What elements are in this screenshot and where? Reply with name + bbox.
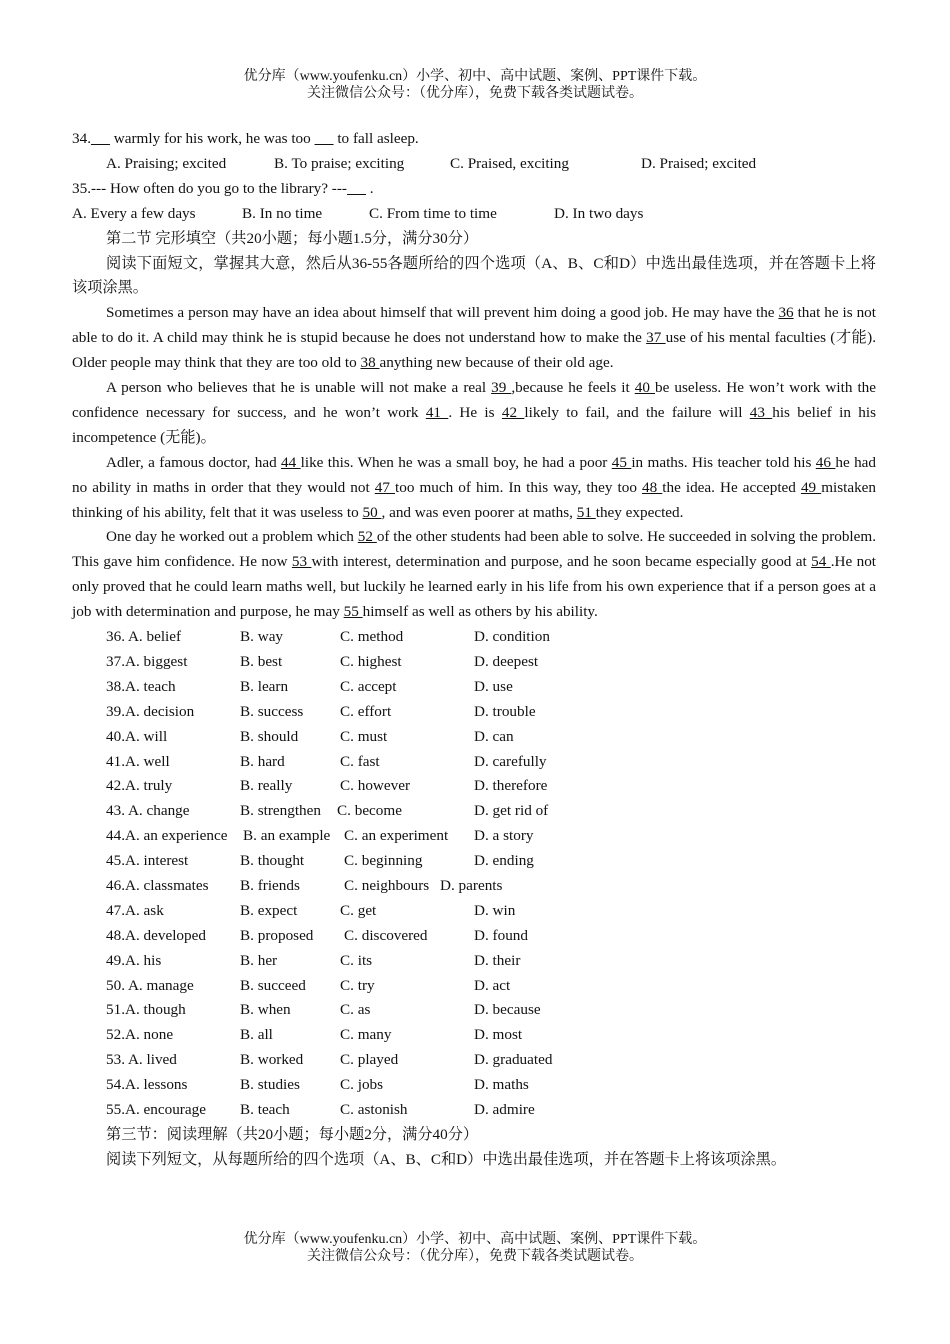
footer-line-2: 关注微信公众号：（优分库），免费下载各类试题试卷。 [307, 1249, 643, 1264]
option-row [72, 1023, 876, 1048]
section-2-instruction: 阅读下面短文，掌握其大意，然后从36-55各题所给的四个选项（A、B、C和D）中选出最佳选项，并在答题卡上将该项涂黑。 [72, 254, 876, 297]
option-row [72, 924, 876, 949]
option-c[interactable]: C. get [340, 901, 377, 919]
question-34-option-b[interactable]: B. To praise; exciting [274, 154, 405, 172]
question-35-option-a[interactable]: A. Every a few days [72, 204, 196, 222]
question-35-options [72, 202, 876, 227]
option-a[interactable]: 44.A. an experience [106, 827, 228, 845]
option-b[interactable]: B. really [240, 777, 293, 795]
option-b[interactable]: B. expect [240, 901, 298, 919]
option-d[interactable]: D. parents [440, 877, 503, 894]
question-35-option-b[interactable]: B. In no time [242, 204, 323, 222]
option-c[interactable]: C. played [340, 1051, 399, 1069]
question-34-option-d[interactable]: D. Praised; excited [641, 154, 757, 172]
option-a[interactable]: 46.A. classmates [106, 877, 209, 894]
option-b[interactable]: B. learn [240, 677, 289, 695]
option-row [72, 949, 876, 974]
option-a[interactable]: 38.A. teach [106, 677, 176, 695]
option-b[interactable]: B. proposed [240, 926, 314, 944]
footer-line-1: 优分库（www.youfenku.cn）小学、初中、高中试题、案例、PPT课件下载。 [243, 1232, 707, 1247]
option-a[interactable]: 41.A. well [106, 752, 170, 770]
option-a[interactable]: 42.A. truly [106, 777, 173, 795]
option-a[interactable]: 45.A. interest [106, 852, 189, 870]
option-d[interactable]: D. win [474, 901, 516, 919]
option-b[interactable]: B. success [240, 702, 304, 720]
question-34-option-a[interactable]: A. Praising; excited [106, 154, 227, 172]
option-d[interactable]: D. act [474, 976, 511, 994]
option-a[interactable]: 40.A. will [106, 727, 168, 745]
option-d[interactable]: D. trouble [474, 702, 536, 720]
section-3-instruction: 阅读下列短文，从每题所给的四个选项（A、B、C和D）中选出最佳选项，并在答题卡上将该项涂黑。 [106, 1150, 787, 1168]
option-c[interactable]: C. beginning [344, 852, 423, 870]
option-d[interactable]: D. condition [474, 628, 550, 646]
passage-paragraph-3: Adler, a famous doctor, had 44 like this. When he was a small boy, he had a poor 45 in maths. His teacher told his 46 he had no ability in maths in order that they would not 47 too much of him. In this way, they too 48 the idea. He accepted 49 mistaken thinking of his ability, felt that it was useless to 50 , and was even poorer at maths, 51 they expected. [72, 453, 877, 521]
page-header [0, 68, 950, 102]
option-a[interactable]: 47.A. ask [106, 901, 164, 919]
option-row [72, 899, 876, 924]
option-d[interactable]: D. use [474, 677, 513, 695]
passage-paragraph-1: Sometimes a person may have an idea about himself that will prevent him doing a good job. He may have the 36 that he is not able to do it. A child may think he is stupid because he does not understand how to make the 37 use of his mental faculties (才能). Older people may think that they are too old to 38 anything new because of their old age. [72, 304, 876, 372]
option-b[interactable]: B. way [240, 628, 284, 646]
section-3-title: 第三节：阅读理解（共20小题；每小题2分，满分40分） [106, 1125, 479, 1143]
passage-paragraph-2: A person who believes that he is unable will not make a real 39 ,because he feels it 40 be useless. He won’t work with the confidence necessary for success, and he won’t work 41 . He is 42 likely to fail, and the failure will 43 his belief in his incompetence (无能)。 [72, 379, 877, 446]
option-a[interactable]: 54.A. lessons [106, 1076, 188, 1094]
option-row [72, 974, 876, 999]
section-2-title: 第二节 完形填空（共20小题；每小题1.5分，满分30分） [106, 229, 479, 247]
option-c[interactable]: C. must [340, 727, 388, 745]
option-row [72, 625, 876, 650]
option-row [72, 774, 876, 799]
passage-paragraph-4: One day he worked out a problem which 52 of the other students had been able to solve. He succeeded in solving the problem. This gave him confidence. He now 53 with interest, determination and purpose, and he soon became especially good at 54 .He not only proved that he could learn maths well, but luckily he learned early in his life from his own experience that if a person goes at a job with determination and purpose, he may 55 himself as well as others by his ability. [72, 528, 877, 621]
option-c[interactable]: C. its [340, 951, 373, 969]
option-b[interactable]: B. succeed [240, 976, 306, 994]
option-c[interactable]: C. discovered [344, 926, 428, 944]
option-a[interactable]: 55.A. encourage [106, 1101, 206, 1119]
option-row [72, 799, 876, 824]
option-row [72, 725, 876, 750]
option-b[interactable]: B. thought [240, 852, 305, 870]
option-c[interactable]: C. many [340, 1026, 392, 1044]
option-c[interactable]: C. effort [340, 702, 392, 720]
option-row [72, 1073, 876, 1098]
option-c[interactable]: C. jobs [340, 1076, 384, 1094]
option-d[interactable]: D. deepest [474, 652, 539, 670]
option-a[interactable]: 36. A. belief [106, 628, 182, 646]
option-b[interactable]: B. worked [240, 1051, 304, 1069]
question-34-option-c[interactable]: C. Praised, exciting [450, 154, 569, 172]
option-d[interactable]: D. get rid of [474, 802, 549, 820]
option-d[interactable]: D. maths [474, 1076, 529, 1094]
option-c[interactable]: C. become [337, 802, 402, 820]
option-b[interactable]: B. all [240, 1026, 273, 1044]
option-d[interactable]: D. because [474, 1001, 541, 1019]
option-d[interactable]: D. carefully [474, 752, 547, 770]
question-35-option-d[interactable]: D. In two days [554, 204, 644, 222]
option-row [72, 675, 876, 700]
cloze-options-list [72, 625, 876, 1123]
option-d[interactable]: D. admire [474, 1101, 535, 1119]
option-d[interactable]: D. therefore [474, 777, 548, 795]
option-a[interactable]: 49.A. his [106, 951, 162, 969]
option-b[interactable]: B. studies [240, 1076, 300, 1094]
option-a[interactable]: 51.A. though [106, 1001, 186, 1019]
option-b[interactable]: B. should [240, 727, 299, 745]
option-b[interactable]: B. strengthen [240, 802, 321, 820]
question-35-stem: 35.--- How often do you go to the library? --- . [72, 179, 374, 197]
option-b[interactable]: B. her [240, 951, 278, 969]
option-b[interactable]: B. friends [240, 877, 300, 894]
option-d[interactable]: D. can [474, 727, 514, 745]
option-d[interactable]: D. most [474, 1026, 523, 1044]
question-34-stem: 34. warmly for his work, he was too to fall asleep. [72, 130, 419, 147]
page-footer [0, 1231, 950, 1265]
option-row [72, 700, 876, 725]
option-a[interactable]: 52.A. none [106, 1026, 174, 1044]
exam-content [72, 127, 876, 1173]
option-c[interactable]: C. however [340, 777, 411, 795]
option-a[interactable]: 39.A. decision [106, 702, 195, 720]
header-line-2: 关注微信公众号：（优分库），免费下载各类试题试卷。 [307, 86, 643, 101]
option-row [72, 650, 876, 675]
option-row [72, 750, 876, 775]
option-b[interactable]: B. when [240, 1001, 291, 1019]
option-d[interactable]: D. found [474, 926, 528, 944]
option-c[interactable]: C. try [340, 976, 375, 994]
option-a[interactable]: 48.A. developed [106, 926, 206, 944]
question-34-options [72, 152, 876, 177]
option-d[interactable]: D. ending [474, 852, 534, 870]
option-b[interactable]: B. hard [240, 752, 285, 770]
option-d[interactable]: D. a story [474, 827, 534, 845]
option-a[interactable]: 43. A. change [106, 802, 190, 820]
option-c[interactable]: C. as [340, 1001, 371, 1019]
header-line-1: 优分库（www.youfenku.cn）小学、初中、高中试题、案例、PPT课件下载。 [243, 69, 707, 84]
option-c[interactable]: C. an experiment [344, 827, 449, 845]
option-a[interactable]: 53. A. lived [106, 1051, 177, 1069]
option-row [72, 849, 876, 874]
option-row [72, 824, 876, 849]
option-c[interactable]: C. fast [340, 752, 380, 770]
option-a[interactable]: 37.A. biggest [106, 652, 188, 670]
option-c[interactable]: C. accept [340, 677, 397, 695]
option-d[interactable]: D. graduated [474, 1051, 553, 1069]
option-a[interactable]: 50. A. manage [106, 976, 194, 994]
option-c[interactable]: C. neighbours [344, 877, 430, 894]
option-c[interactable]: C. highest [340, 652, 402, 670]
option-c[interactable]: C. method [340, 628, 404, 646]
option-row [72, 998, 876, 1023]
option-row [72, 1048, 876, 1073]
option-b[interactable]: B. teach [240, 1101, 290, 1119]
option-d[interactable]: D. their [474, 951, 521, 969]
option-row [72, 1098, 876, 1123]
question-35-option-c[interactable]: C. From time to time [369, 204, 497, 222]
option-b[interactable]: B. best [240, 652, 283, 670]
option-row [72, 874, 876, 899]
option-c[interactable]: C. astonish [340, 1101, 408, 1119]
option-b[interactable]: B. an example [243, 827, 331, 845]
